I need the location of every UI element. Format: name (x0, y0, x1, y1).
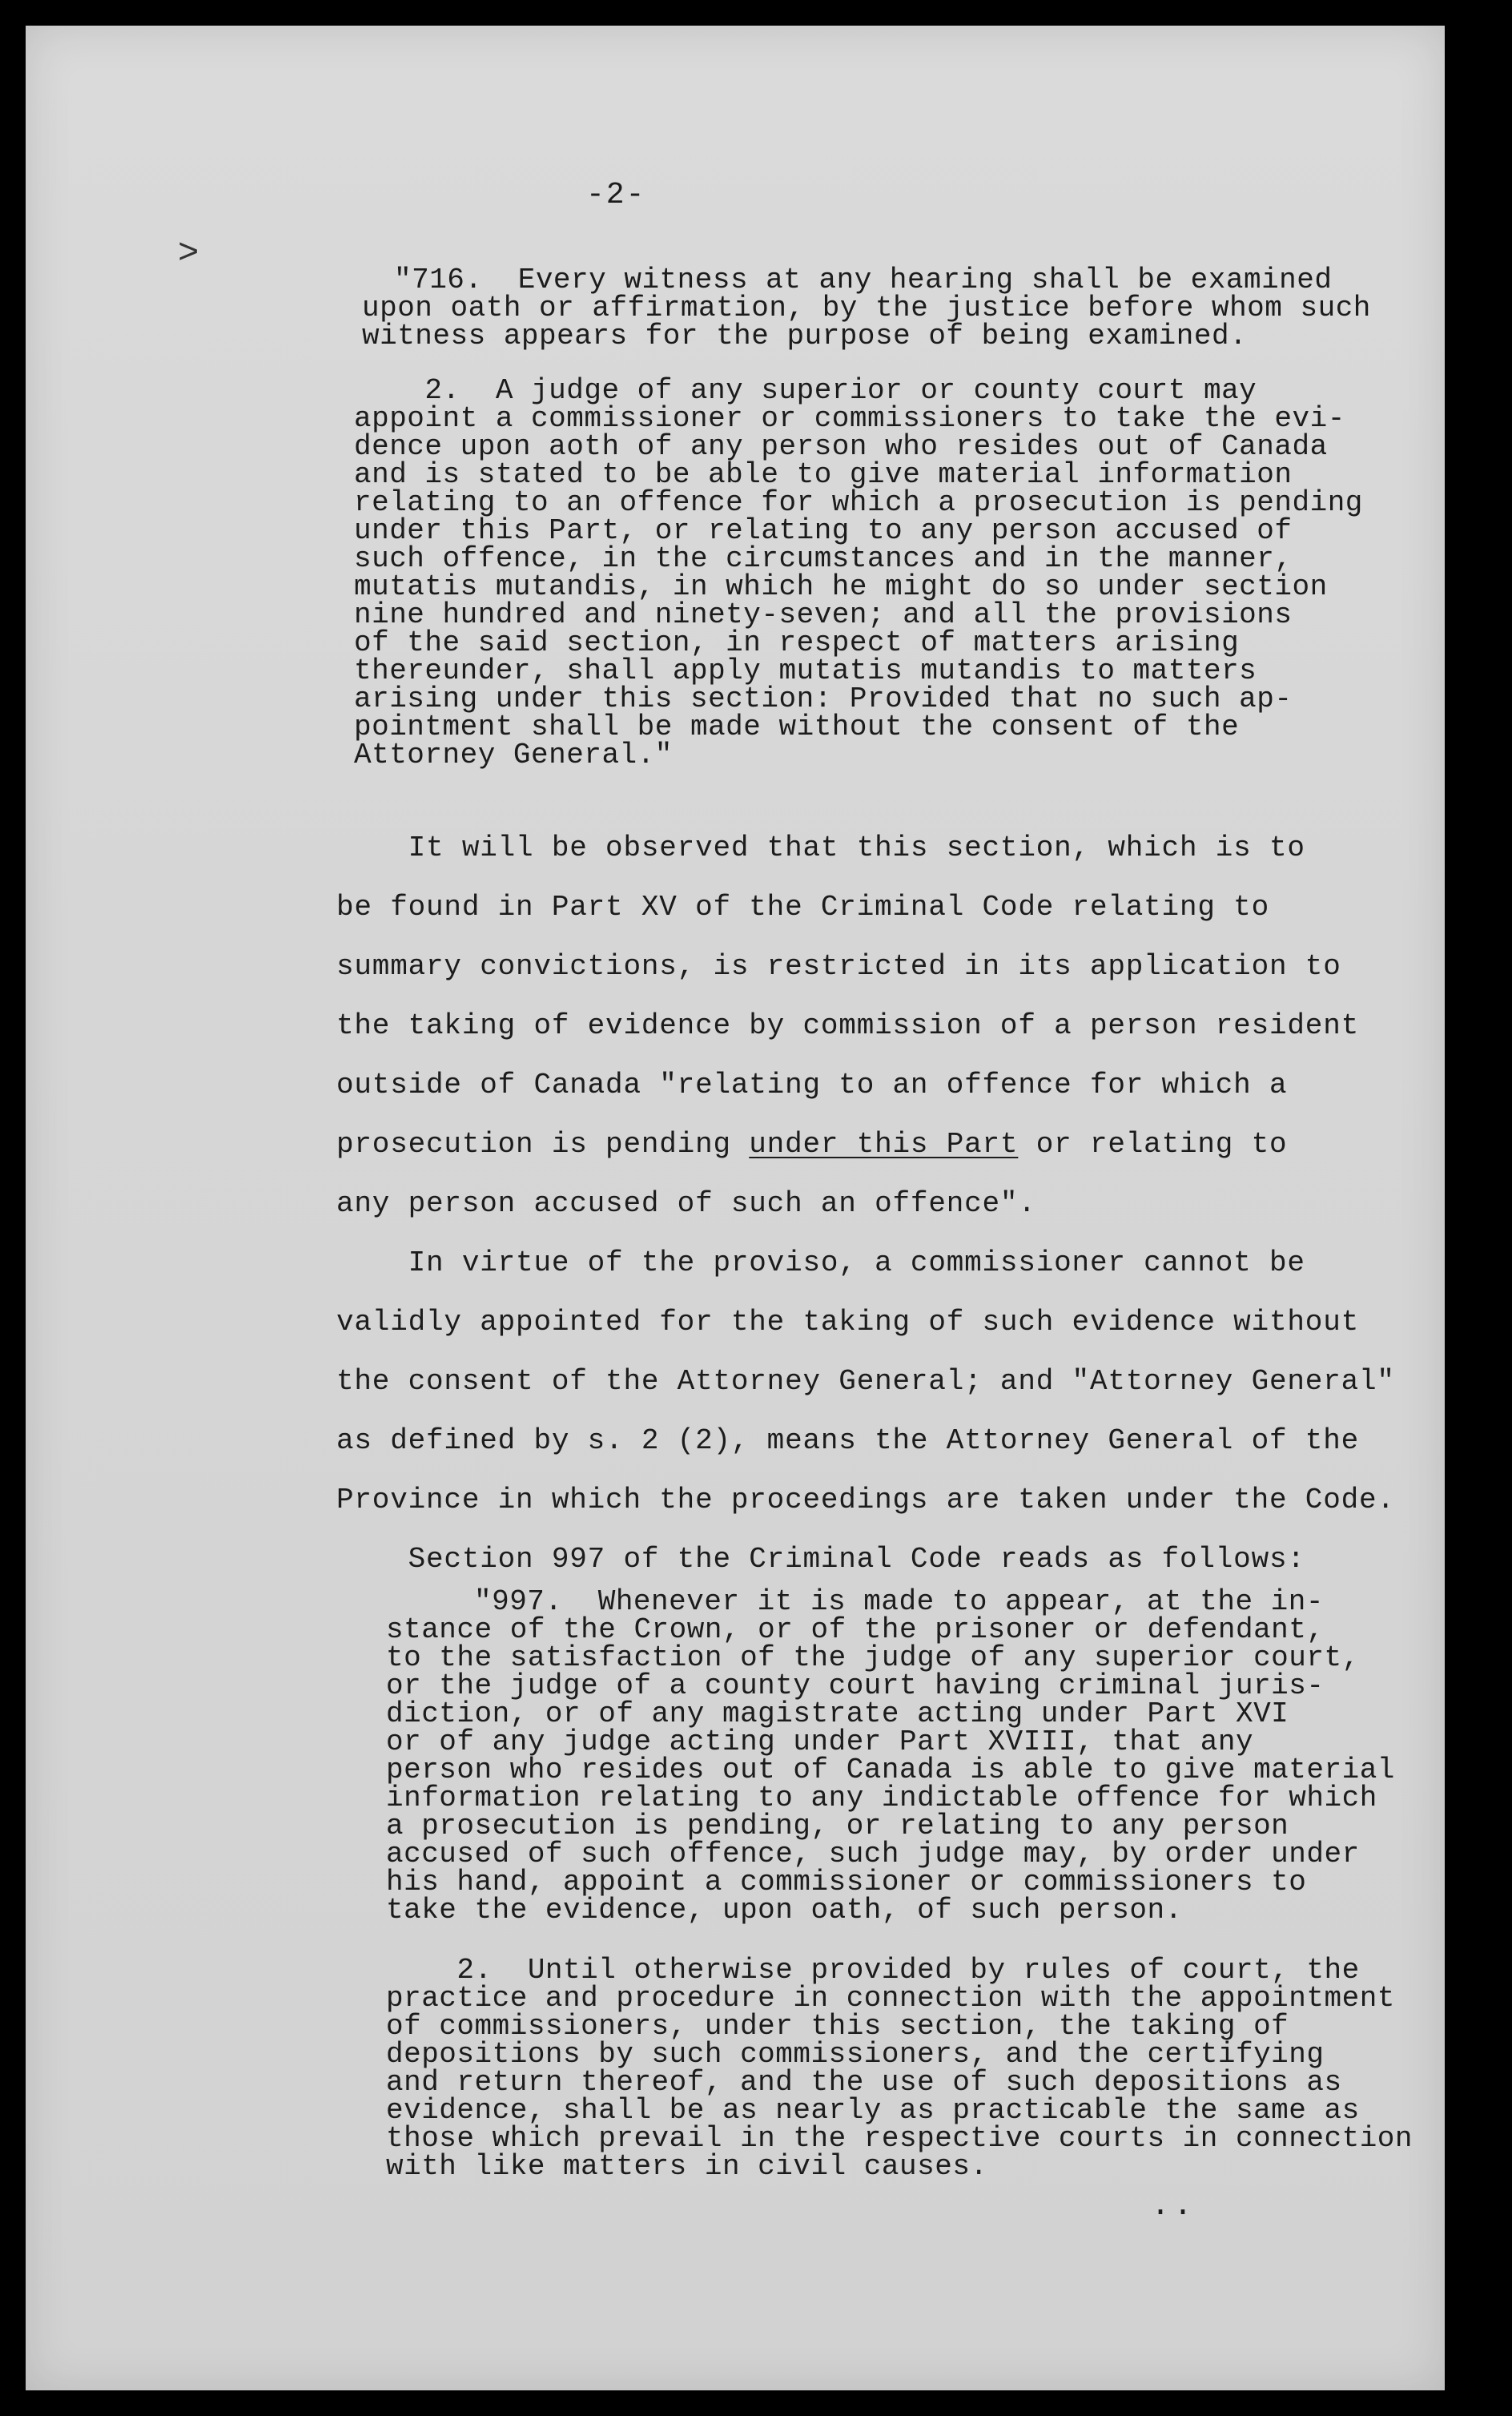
body-line: It will be observed that this section, which is to (336, 832, 1305, 864)
margin-mark: > (178, 234, 199, 274)
quote-line: diction, or of any magistrate acting under Part XVI (386, 1697, 1289, 1730)
quote-line: dence upon aoth of any person who resides out of Canada (354, 430, 1328, 463)
quote-line: upon oath or affirmation, by the justice before whom such (362, 292, 1371, 324)
quote-line: such offence, in the circumstances and in the manner, (354, 542, 1293, 575)
body-line: be found in Part XV of the Criminal Code relating to (336, 891, 1269, 924)
quote-line: stance of the Crown, or of the prisoner or defendant, (386, 1613, 1325, 1646)
quote-line: his hand, appoint a commissioner or commissioners to (386, 1866, 1307, 1899)
body-line: summary convictions, is restricted in its application to (336, 950, 1341, 983)
line-text-before: prosecution is pending (336, 1128, 750, 1161)
quote-line: relating to an offence for which a prosecution is pending (354, 486, 1363, 519)
quote-line: pointment shall be made without the consent of the (354, 711, 1240, 743)
quote-line: nine hundred and ninety-seven; and all the provisions (354, 598, 1293, 631)
quote-line: under this Part, or relating to any person accused of (354, 514, 1293, 547)
quote-line: those which prevail in the respective courts in connection (386, 2122, 1413, 2155)
document-page (26, 26, 1445, 2390)
quote-line: witness appears for the purpose of being examined. (362, 320, 1248, 352)
continuation-dots: .. (1151, 2188, 1196, 2225)
quote-line: "997. Whenever it is made to appear, at the in- (474, 1585, 1324, 1618)
body-line: In virtue of the proviso, a commissioner cannot be (336, 1246, 1305, 1279)
body-line: the taking of evidence by commission of a person resident (336, 1009, 1359, 1042)
quote-line: or of any judge acting under Part XVIII, that any (386, 1725, 1254, 1758)
page-number: -2- (586, 178, 646, 212)
line-text-after: or relating to (1018, 1128, 1288, 1161)
quote-line: 2. Until otherwise provided by rules of court, the (386, 1954, 1360, 1987)
quote-line: practice and procedure in connection with the appointment (386, 1982, 1395, 2015)
quote-line: person who resides out of Canada is able to give material (386, 1754, 1395, 1786)
body-line-underlined (336, 1115, 1287, 1174)
body-line: as defined by s. 2 (2), means the Attorney General of the (336, 1424, 1359, 1457)
quote-line: and return thereof, and the use of such depositions as (386, 2066, 1342, 2099)
quote-line: of commissioners, under this section, the taking of (386, 2010, 1289, 2043)
quote-line: information relating to any indictable offence for which (386, 1782, 1377, 1814)
body-line: Province in which the proceedings are taken under the Code. (336, 1484, 1395, 1516)
body-line: the consent of the Attorney General; and "Attorney General" (336, 1365, 1395, 1398)
quote-line: of the said section, in respect of matters arising (354, 626, 1240, 659)
quote-line: or the judge of a county court having criminal juris- (386, 1669, 1325, 1702)
quote-line: a prosecution is pending, or relating to any person (386, 1810, 1289, 1842)
body-line: any person accused of such an offence". (336, 1187, 1036, 1220)
quote-line: accused of such offence, such judge may, by order under (386, 1838, 1360, 1870)
body-line: validly appointed for the taking of such evidence without (336, 1306, 1359, 1339)
underlined-phrase: under this Part (749, 1128, 1019, 1161)
quote-line: appoint a commissioner or commissioners to take the evi- (354, 402, 1345, 435)
body-line: outside of Canada "relating to an offence for which a (336, 1069, 1288, 1101)
quote-line: mutatis mutandis, in which he might do so under section (354, 570, 1328, 603)
quote-line: with like matters in civil causes. (386, 2150, 988, 2183)
quote-line: arising under this section: Provided that no such ap- (354, 683, 1293, 715)
quote-line: thereunder, shall apply mutatis mutandis to matters (354, 654, 1257, 687)
quote-line: depositions by such commissioners, and the certifying (386, 2038, 1325, 2071)
quote-line: 2. A judge of any superior or county court may (354, 374, 1257, 407)
quote-line: to the satisfaction of the judge of any superior court, (386, 1641, 1360, 1674)
quote-line: Attorney General." (354, 739, 673, 771)
quote-line: take the evidence, upon oath, of such person. (386, 1894, 1183, 1927)
commentary-para3: Section 997 of the Criminal Code reads as follows: (336, 1543, 1305, 1576)
quote-line: "716. Every witness at any hearing shall be examined (394, 264, 1333, 296)
quote-line: evidence, shall be as nearly as practicable the same as (386, 2094, 1360, 2127)
quote-line: and is stated to be able to give material information (354, 458, 1293, 491)
